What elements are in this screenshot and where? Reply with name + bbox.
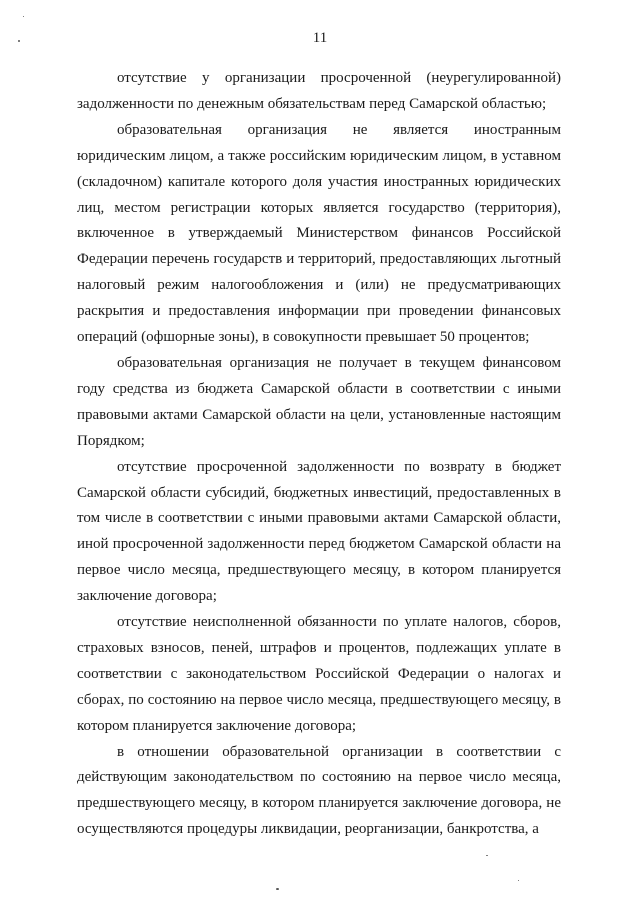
- paragraph-no-overdue-subsidies: отсутствие просроченной задолженности по возврату в бюджет Самарской области субсидий, бюджетных инвестиций, предоставленных в том числе в соответствии с иными правовыми актами Самарской области, иной просроченной задолженности перед бюджетом Самарской области на первое число месяца, предшествующего месяцу, в котором планируется заключение договора;: [77, 458, 561, 605]
- paragraph-no-liquidation: в отношении образовательной организации в соответствии с действующим законодательством по состоянию на первое число месяца, предшествующего месяцу, в котором планируется заключение договора, не осуществляются процедуры ликвидации, реорганизации, банкротства, а: [77, 743, 561, 838]
- scan-speck: [276, 888, 279, 890]
- scan-speck: [486, 855, 488, 856]
- document-body: [77, 66, 561, 843]
- paragraph-no-overdue-debt: отсутствие у организации просроченной (неурегулированной) задолженности по денежным обязательствам перед Самарской областью;: [77, 70, 561, 112]
- scan-speck: [518, 880, 519, 881]
- scan-speck: [23, 16, 24, 17]
- scan-speck: [18, 40, 20, 42]
- paragraph-no-tax-arrears: отсутствие неисполненной обязанности по уплате налогов, сборов, страховых взносов, пеней, штрафов и процентов, подлежащих уплате в соответствии с законодательством Российской Федерации о налогах и сборах, по состоянию на первое число месяца, предшествующего месяцу, в котором планируется заключение договора;: [77, 614, 561, 734]
- paragraph-not-foreign-entity: образовательная организация не является иностранным юридическим лицом, а также российским юридическим лицом, в уставном (складочном) капитале которого доля участия иностранных юридических лиц, местом регистрации которых является государство (территория), включенное в утверждаемый Министерством финансов Российской Федерации перечень государств и территорий, предоставляющих льготный налоговый режим налогообложения и (или) не предусматривающих раскрытия и предоставления информации при проведении финансовых операций (офшорные зоны), в совокупности превышает 50 процентов;: [77, 121, 561, 346]
- paragraph-no-other-funding: образовательная организация не получает в текущем финансовом году средства из бюджета Самарской области в соответствии с иными правовыми актами Самарской области на цели, установленные настоящим Порядком;: [77, 354, 561, 449]
- page-number: 11: [312, 30, 328, 46]
